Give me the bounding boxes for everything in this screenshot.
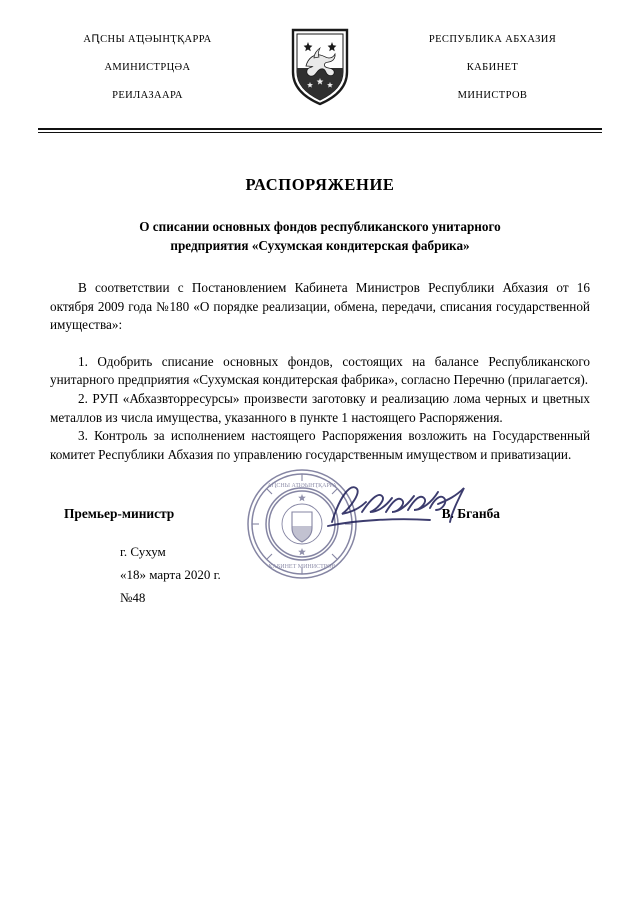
header-divider: [36, 128, 604, 133]
header-right-line-1: РЕСПУБЛИКА АБХАЗИЯ: [428, 34, 557, 45]
document-item-3: 3. Контроль за исполнением настоящего Распоряжения возложить на Государственный комитет Республики Абхазия по управлению государственным имуществом и приватизации.: [50, 428, 590, 462]
signatory-position: Премьер-министр: [64, 506, 175, 522]
divider-line-thick: [38, 128, 602, 130]
document-subtitle: [50, 217, 590, 255]
document-subtitle-line-2: предприятия «Сухумская кондитерская фабрика»: [170, 238, 470, 253]
document-subtitle-line-1: О списании основных фондов республиканского унитарного: [139, 219, 501, 234]
signatory-name: В. Бганба: [441, 506, 500, 522]
svg-text:АԤСНЫ АҴӘЫНҬҚАРРА: АԤСНЫ АҴӘЫНҬҚАРРА: [267, 483, 337, 490]
document-item-1: 1. Одобрить списание основных фондов, состоящих на балансе Республиканского унитарного предприятия «Сухумская кондитерская фабрика», согласно Перечню (прилагается).: [50, 353, 590, 388]
header-left-line-3: РЕИЛАЗААРА: [112, 90, 183, 101]
handwritten-signature-icon: [326, 478, 476, 538]
document-title: РАСПОРЯЖЕНИЕ: [245, 175, 395, 194]
signature-date: «18» марта 2020 г.: [120, 567, 221, 583]
header-left-line-1: АԤСНЫ АҴӘЫНҬҚАРРА: [83, 34, 212, 45]
header-right-line-3: МИНИСТРОВ: [457, 90, 528, 101]
signature-city: г. Сухум: [120, 544, 166, 560]
header-right-line-2: КАБИНЕТ: [466, 62, 519, 73]
svg-text:КАБИНЕТ МИНИСТРОВ: КАБИНЕТ МИНИСТРОВ: [268, 564, 336, 571]
document-intro-paragraph: В соответствии с Постановлением Кабинета Министров Республики Абхазия от 16 октября 2009 года №180 «О порядке реализации, обмена, передачи, списания государственной имущества»:: [50, 280, 590, 333]
header-left-line-2: АМИНИСТРЦӘА: [104, 62, 191, 73]
divider-line-thin: [38, 132, 602, 133]
header-right-russian: [385, 26, 604, 110]
signature-number: №48: [120, 590, 146, 606]
document-intro-block: [50, 279, 590, 335]
document-item-2: 2. РУП «Абхазвторресурсы» произвести заготовку и реализацию лома черных и цветных металлов из числа имущества, указанного в пункте 1 настоящего Распоряжения.: [50, 390, 590, 425]
header-left-abkhaz: [36, 26, 255, 110]
document-header: [36, 0, 604, 110]
document-items-block: [50, 353, 590, 465]
coat-of-arms-icon: [288, 26, 352, 106]
document-body: [36, 175, 604, 609]
